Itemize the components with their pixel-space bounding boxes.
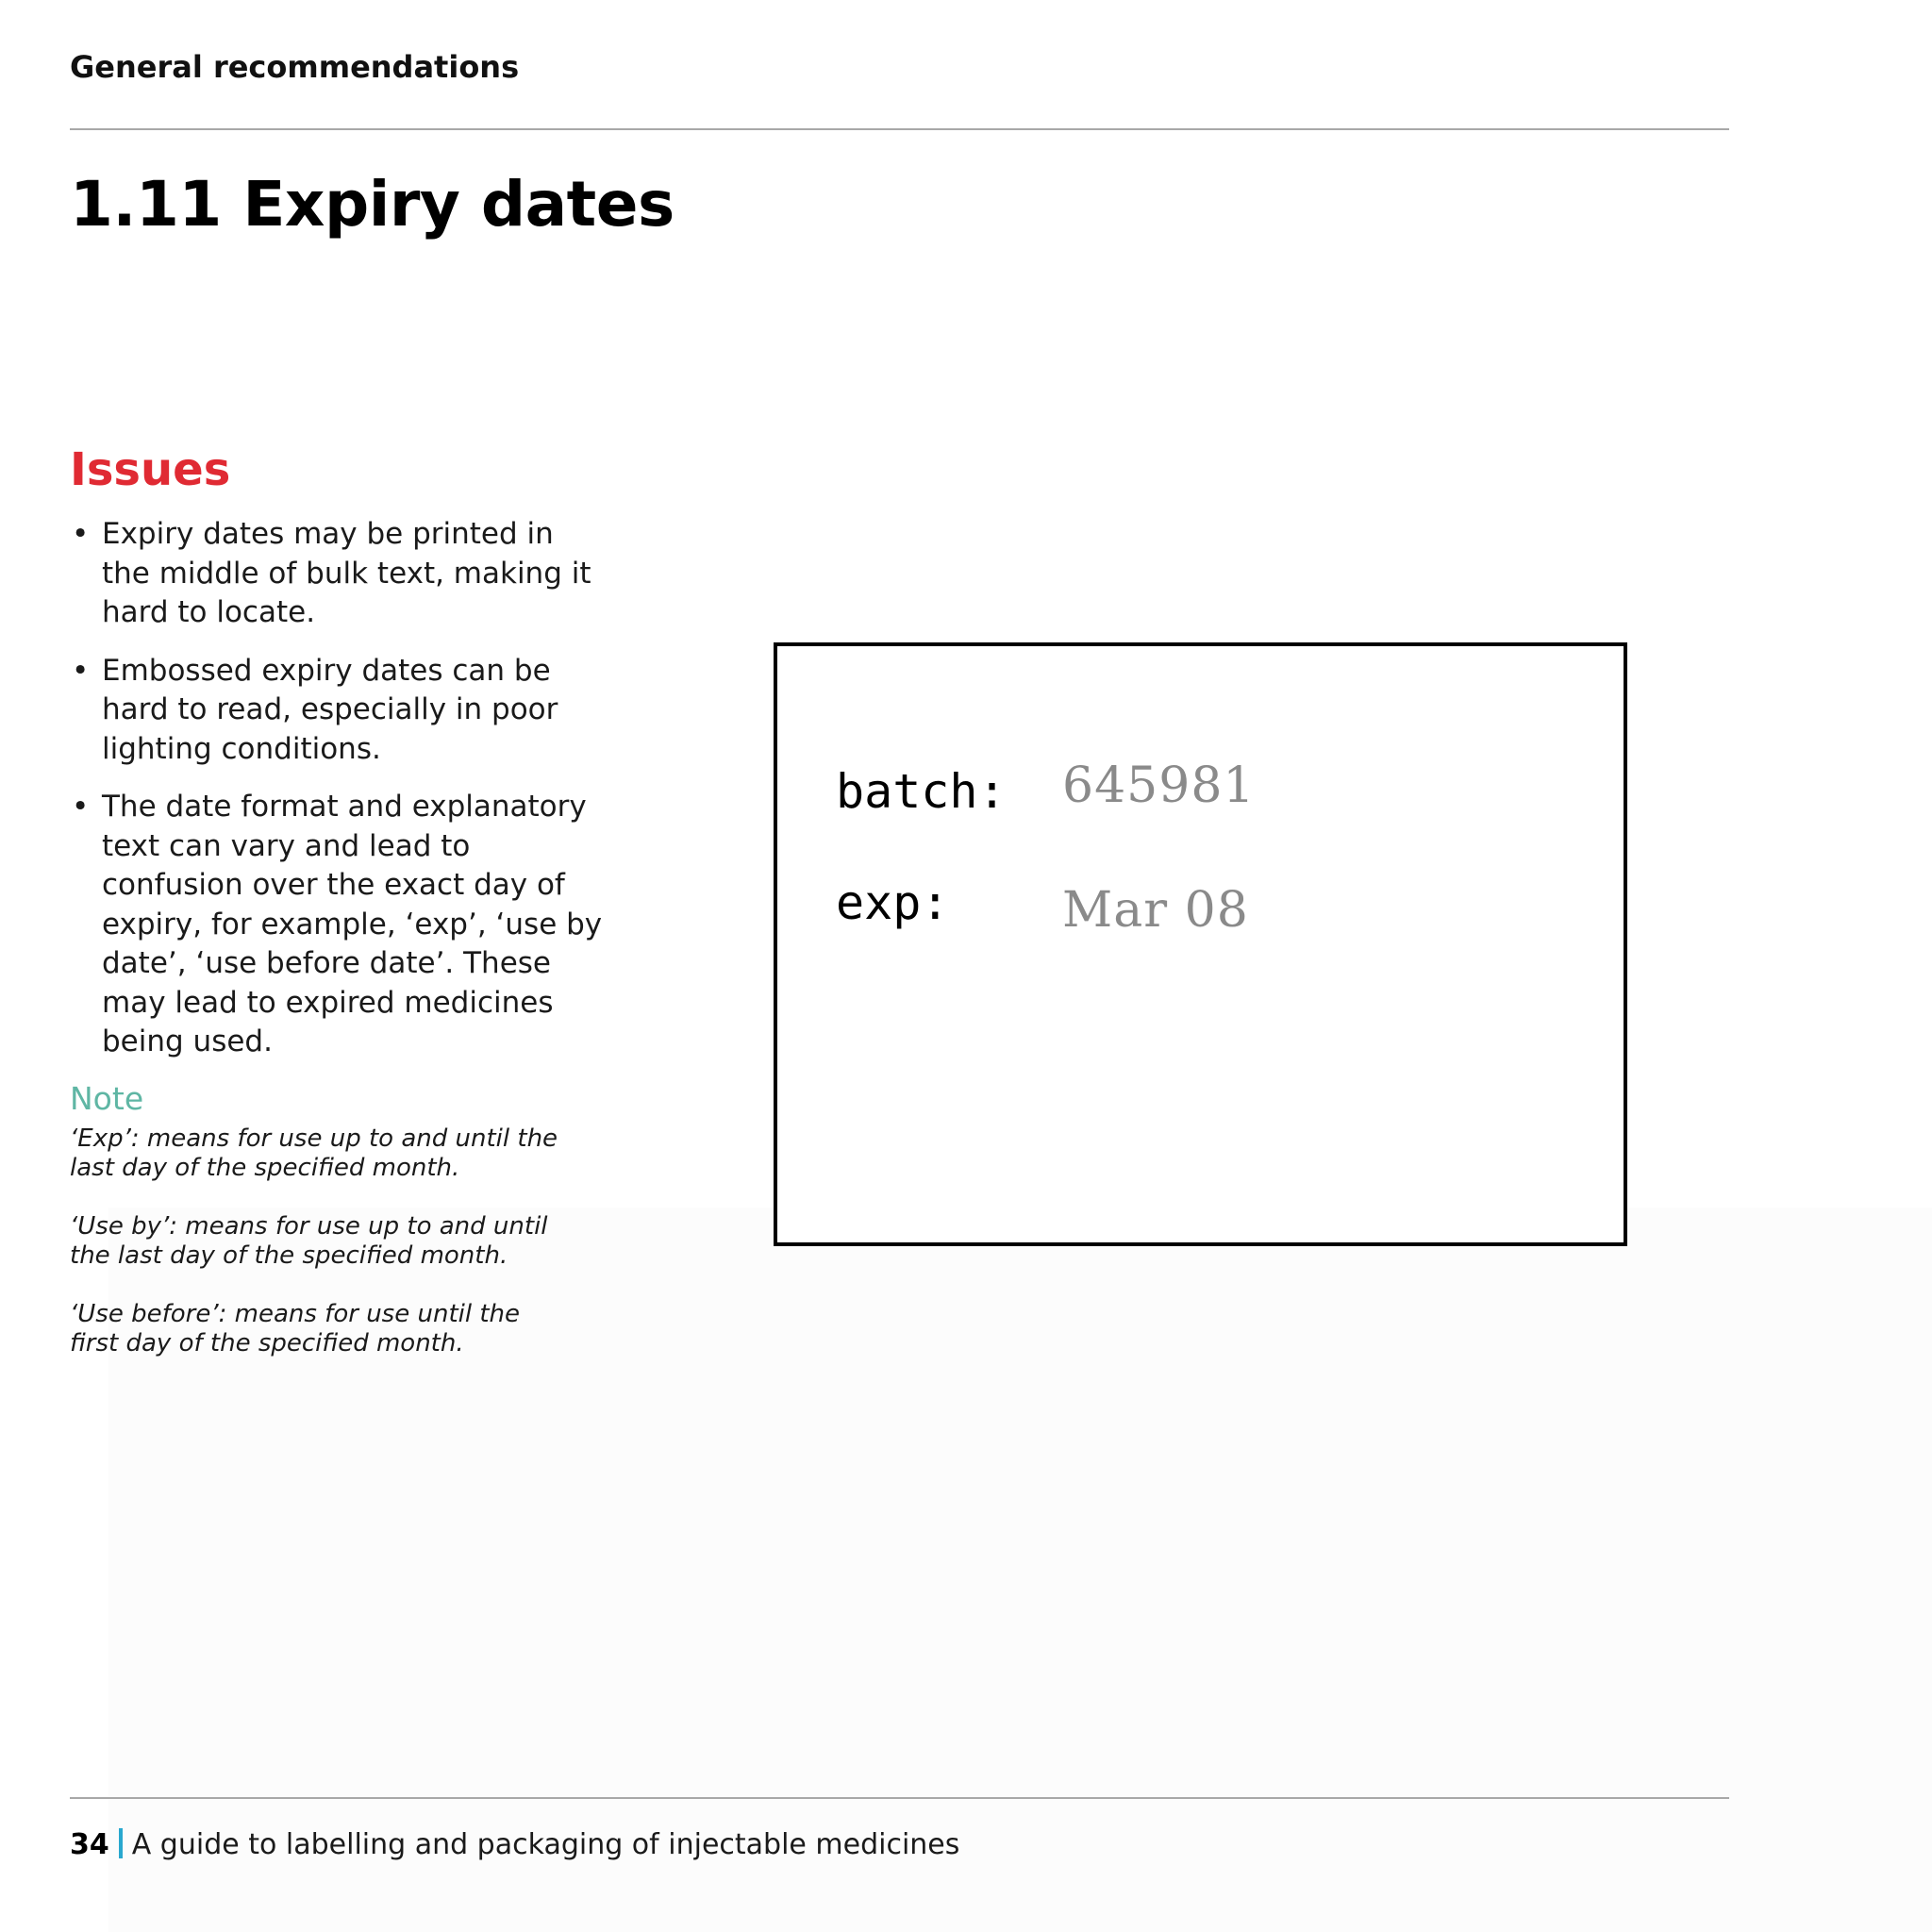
note-use-by: ‘Use by’: means for use up to and until the last day of the specified month.	[70, 1212, 548, 1270]
note-use-before: ‘Use before’: means for use until the first day of the specified month.	[70, 1300, 521, 1357]
label-example-box	[774, 642, 1627, 1246]
footer	[70, 1828, 959, 1861]
bullet-icon: •	[72, 653, 90, 688]
bullet-icon: •	[72, 517, 90, 551]
batch-value: 645981	[1062, 758, 1256, 814]
note-heading: Note	[70, 1080, 144, 1117]
footer-divider	[70, 1797, 1729, 1799]
issues-list	[70, 515, 608, 1081]
batch-label: batch:	[836, 764, 1007, 819]
issues-heading: Issues	[70, 443, 231, 496]
issue-text: The date format and explanatory text can vary and lead to confusion over the exact day of expiry, for example, ‘exp’, ‘use by date’, ‘use before date’. These may lead to expired medicines being used.	[102, 790, 603, 1058]
publication-title: A guide to labelling and packaging of injectable medicines	[131, 1828, 960, 1861]
issue-text: Embossed expiry dates can be hard to read, especially in poor lighting conditions.	[102, 653, 558, 766]
page-title: 1.11 Expiry dates	[70, 168, 675, 241]
note-exp: ‘Exp’: means for use up to and until the last day of the specified month.	[70, 1124, 558, 1182]
exp-label: exp:	[836, 875, 950, 930]
list-item	[70, 515, 608, 633]
exp-value: Mar 08	[1062, 882, 1249, 939]
list-item	[70, 652, 608, 770]
header-divider	[70, 128, 1729, 130]
footer-divider-bar	[119, 1828, 123, 1858]
bullet-icon: •	[72, 790, 90, 824]
issue-text: Expiry dates may be printed in the middle of bulk text, making it hard to locate.	[102, 517, 591, 629]
list-item	[70, 788, 608, 1062]
page-number: 34	[70, 1828, 109, 1861]
section-header: General recommendations	[70, 49, 520, 85]
